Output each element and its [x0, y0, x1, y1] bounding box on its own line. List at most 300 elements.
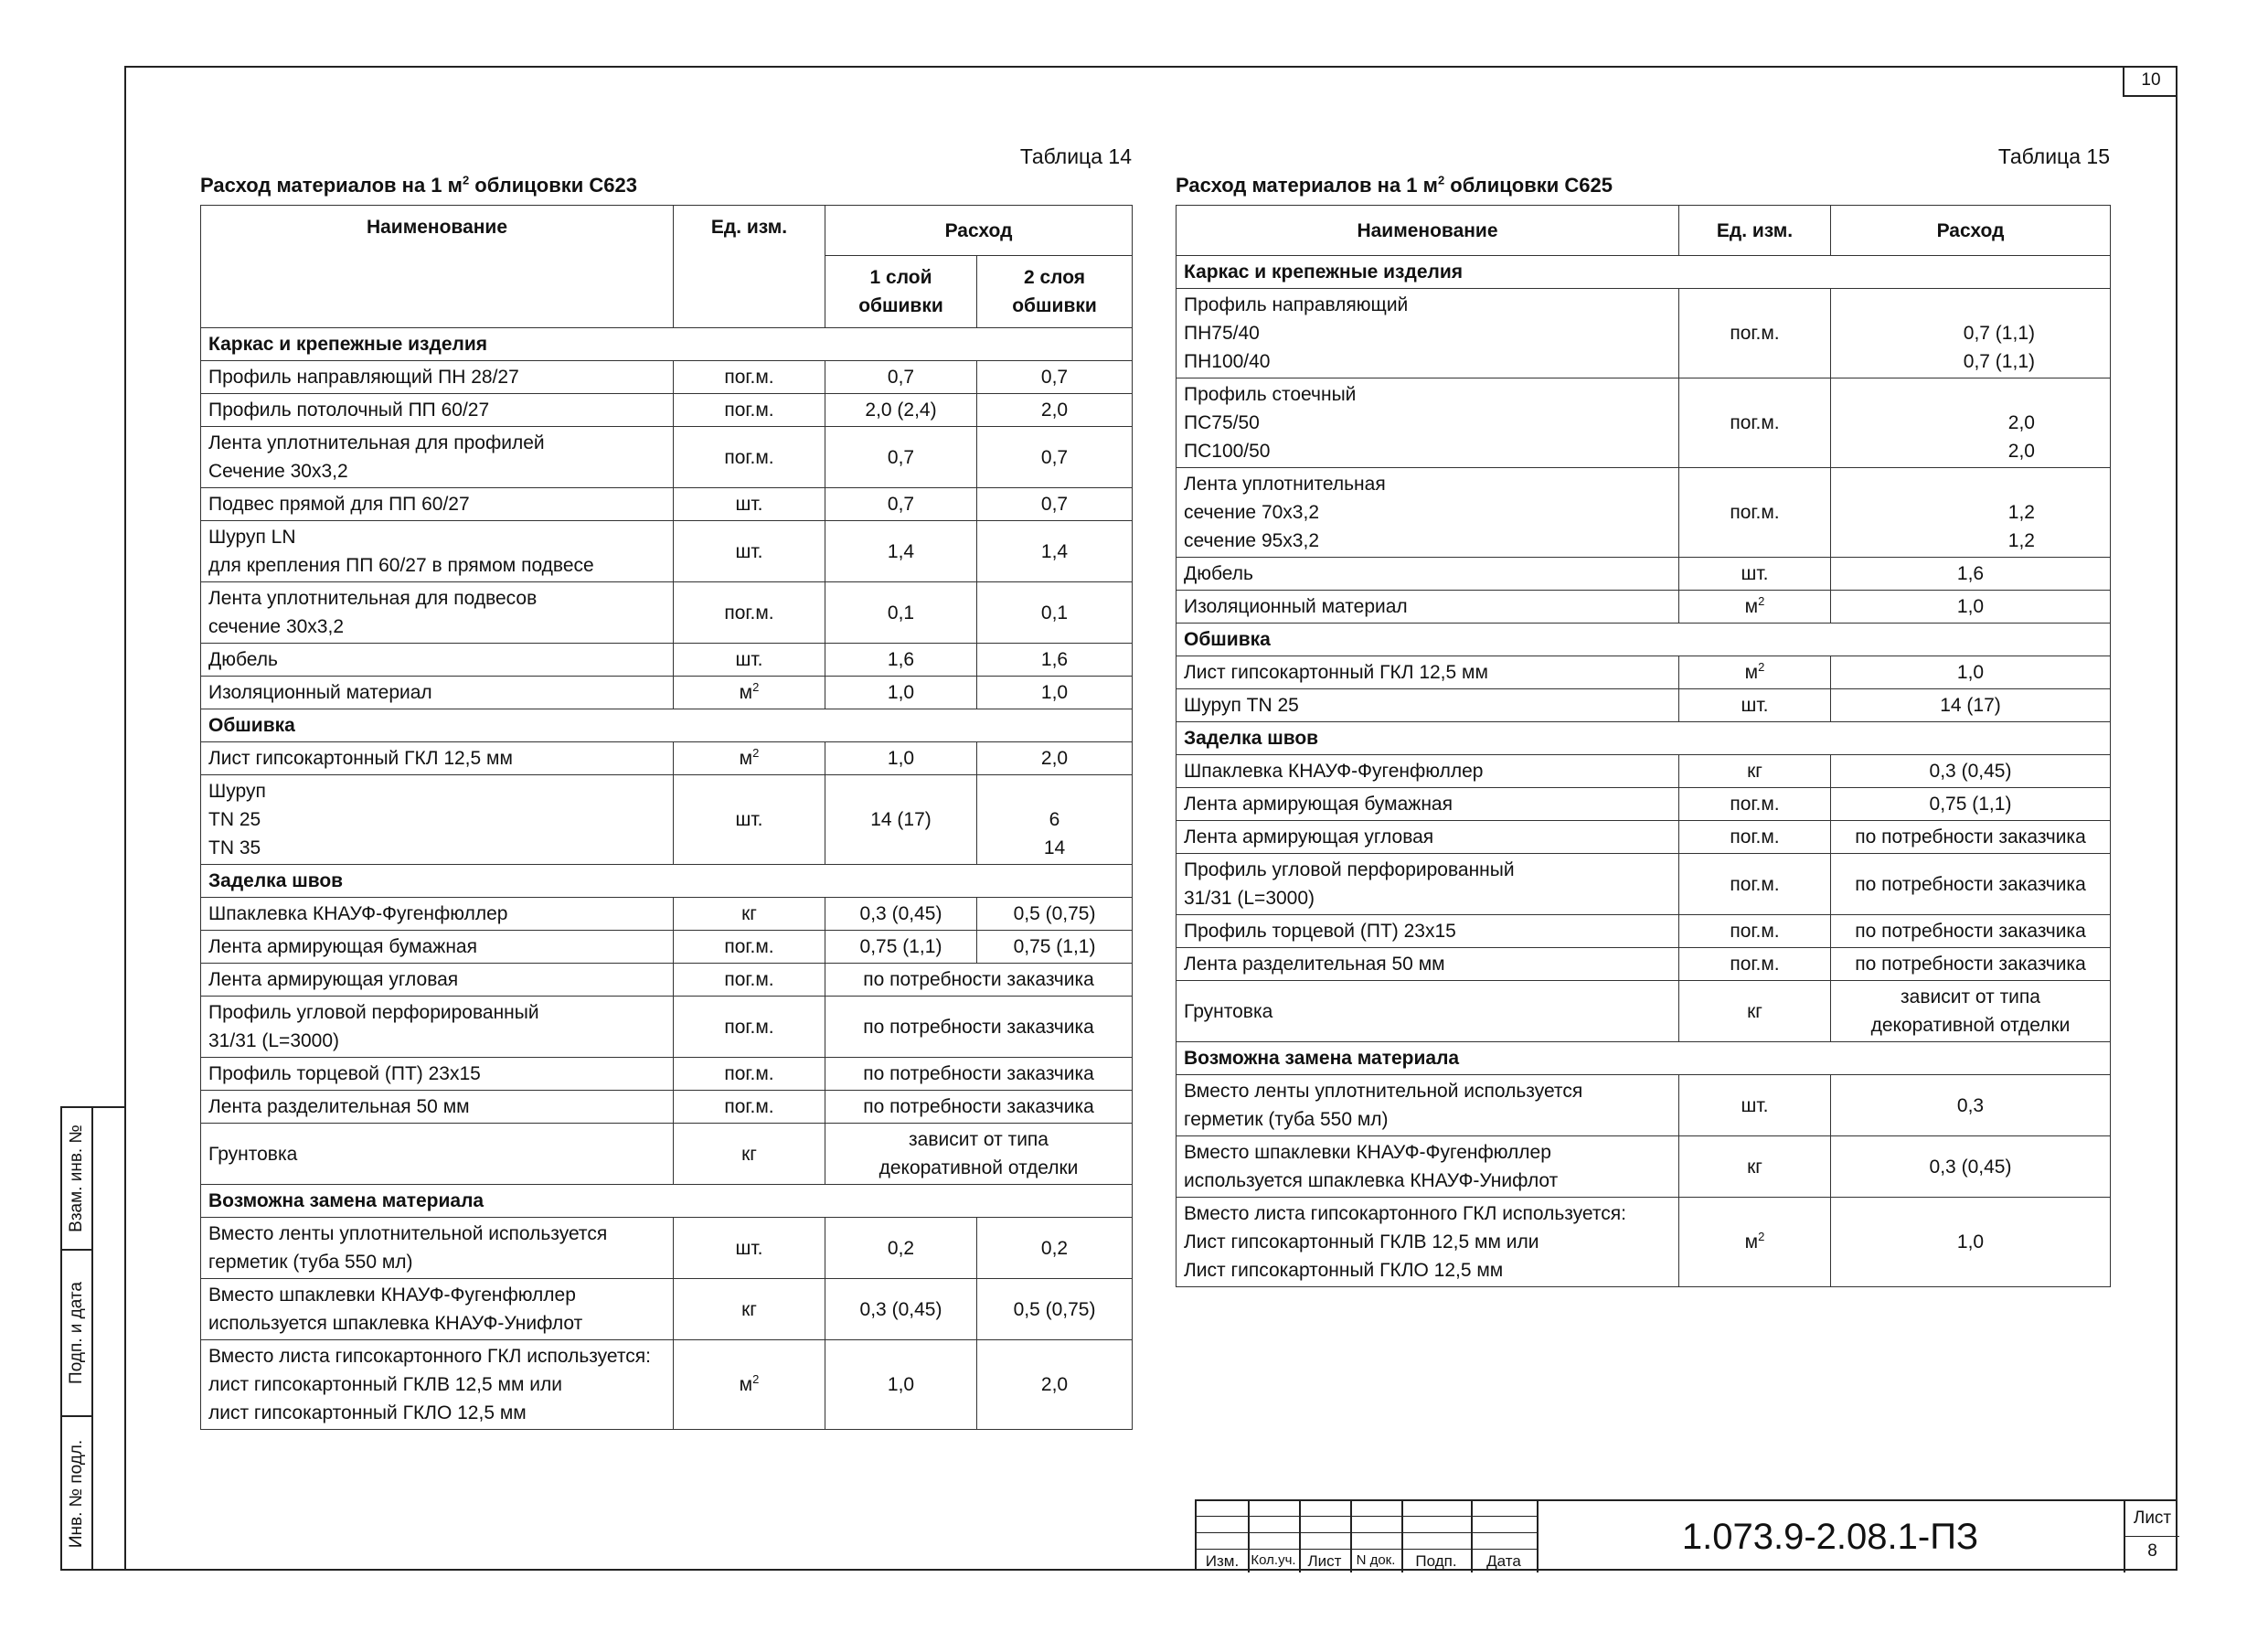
- material-name-line: Дюбель: [208, 649, 278, 670]
- consumption-value: [1831, 915, 2111, 948]
- consumption-layer1-line: 2,0 (2,4): [865, 400, 937, 421]
- consumption-layer1-line: 1,0: [887, 748, 915, 769]
- consumption-layer1-line: 0,75 (1,1): [859, 936, 942, 957]
- section-title: Обшивка: [201, 709, 1133, 742]
- column-header-layer2-line: 2 слоя: [1023, 267, 1086, 288]
- material-name-line: Профиль торцевой (ПТ) 23х15: [208, 1063, 481, 1084]
- unit-cell: пог.м.: [1679, 948, 1831, 981]
- side-stamp: [60, 1106, 124, 1571]
- consumption-layer1-line: 1,0: [887, 682, 915, 703]
- table-row: [201, 1058, 1133, 1091]
- table-row: [1177, 558, 2111, 591]
- column-header-layer2-line: обшивки: [1012, 295, 1097, 316]
- consumption-value-line: 0,7 (1,1): [1963, 323, 2035, 344]
- consumption-value-line: по потребности заказчика: [1855, 826, 2086, 847]
- unit-cell: $м^2$: [674, 1340, 825, 1430]
- unit-cell: кг: [1679, 981, 1831, 1042]
- consumption-layer2-line: 1,6: [1040, 649, 1069, 670]
- table14-number: Таблица 14: [1019, 144, 1132, 168]
- consumption-value-line: по потребности заказчика: [1855, 921, 2086, 942]
- section-row: [201, 1185, 1133, 1218]
- consumption-layer1: [825, 644, 977, 677]
- consumption-value: [825, 964, 1133, 997]
- material-name: [201, 427, 674, 488]
- title-block: [1195, 1499, 2177, 1571]
- consumption-layer1: [825, 361, 977, 394]
- consumption-layer1: [825, 582, 977, 644]
- consumption-layer1-line: 14 (17): [870, 809, 932, 830]
- consumption-layer1: [825, 898, 977, 931]
- material-name-line: Лист гипсокартонный ГКЛ 12,5 мм: [1184, 662, 1488, 683]
- material-name-line: ПС100/50: [1184, 441, 1271, 462]
- table-row: [201, 394, 1133, 427]
- material-name-line: используется шпаклевка КНАУФ-Унифлот: [208, 1313, 583, 1334]
- consumption-value: [825, 997, 1133, 1058]
- consumption-value: [1831, 468, 2111, 558]
- table-row: [1177, 689, 2111, 722]
- material-name-line: Лента армирующая угловая: [208, 969, 459, 990]
- section-row: [1177, 722, 2111, 755]
- material-name-line: 31/31 (L=3000): [208, 1030, 340, 1051]
- material-name: [201, 394, 674, 427]
- table-row: [1177, 755, 2111, 788]
- consumption-value-line: 2,0: [2007, 441, 2035, 462]
- section-title: Заделка швов: [1177, 722, 2111, 755]
- table-row: [201, 997, 1133, 1058]
- material-name-line: герметик (туба 550 мл): [208, 1252, 413, 1273]
- table-row: [1177, 854, 2111, 915]
- consumption-value-line: 0,7 (1,1): [1963, 351, 2035, 372]
- consumption-layer2-line: 0,5 (0,75): [1013, 903, 1096, 924]
- table-row: [201, 644, 1133, 677]
- material-name-line: Лента армирующая бумажная: [1184, 794, 1453, 815]
- table-row: [201, 427, 1133, 488]
- consumption-layer1: [825, 742, 977, 775]
- material-name: [1177, 591, 1679, 624]
- consumption-value-line: зависит от типа: [1901, 986, 2040, 1007]
- unit-cell: шт.: [1679, 558, 1831, 591]
- material-name-line: TN 35: [208, 837, 261, 858]
- material-name: [1177, 755, 1679, 788]
- table-row: [201, 742, 1133, 775]
- title-block-label: Дата: [1486, 1552, 1521, 1570]
- consumption-value: [1831, 591, 2111, 624]
- material-name: [201, 582, 674, 644]
- consumption-value: [1831, 1136, 2111, 1198]
- material-name: [1177, 981, 1679, 1042]
- material-name-line: ПН75/40: [1184, 323, 1260, 344]
- page-number: 10: [2123, 66, 2177, 97]
- consumption-value: [1831, 788, 2111, 821]
- table-row: [1177, 821, 2111, 854]
- unit-cell: $м^2$: [1679, 1198, 1831, 1287]
- unit-cell: пог.м.: [1679, 915, 1831, 948]
- material-name-line: Сечение 30х3,2: [208, 461, 348, 482]
- consumption-layer2: [977, 644, 1133, 677]
- consumption-layer2: [977, 488, 1133, 521]
- material-name: [201, 931, 674, 964]
- unit-cell: пог.м.: [1679, 821, 1831, 854]
- consumption-value: [1831, 289, 2111, 378]
- table14: [200, 205, 1133, 1430]
- unit-cell: $м^2$: [674, 677, 825, 709]
- consumption-value-line: 1,0: [1956, 1231, 1985, 1253]
- unit-cell: шт.: [674, 521, 825, 582]
- material-name: [1177, 821, 1679, 854]
- consumption-value-line: по потребности заказчика: [863, 1016, 1094, 1038]
- column-header-consumption: Расход: [825, 206, 1133, 256]
- side-stamp-cell: [62, 1417, 93, 1571]
- consumption-layer2: [977, 677, 1133, 709]
- table-row: [1177, 378, 2111, 468]
- consumption-layer1-line: 0,2: [887, 1237, 915, 1259]
- consumption-layer2-line: 2,0: [1040, 748, 1069, 769]
- unit-cell: $м^2$: [674, 742, 825, 775]
- consumption-layer2: [977, 361, 1133, 394]
- material-name-line: Грунтовка: [208, 1143, 298, 1165]
- section-title: Возможна замена материала: [201, 1185, 1133, 1218]
- material-name-line: Вместо листа гипсокартонного ГКЛ используется:: [1184, 1203, 1626, 1224]
- consumption-value-line: зависит от типа: [909, 1129, 1049, 1150]
- consumption-layer2: [977, 394, 1133, 427]
- title-block-label: Лист: [1307, 1552, 1342, 1570]
- consumption-value: [1831, 558, 2111, 591]
- consumption-layer2-line: 0,7: [1040, 494, 1069, 515]
- unit-cell: пог.м.: [1679, 788, 1831, 821]
- consumption-layer2: [977, 931, 1133, 964]
- table-row: [201, 1124, 1133, 1185]
- unit-cell: шт.: [674, 644, 825, 677]
- column-header-layer1: [825, 256, 977, 328]
- material-name-line: герметик (туба 550 мл): [1184, 1109, 1389, 1130]
- side-stamp-label: Подп. и дата: [67, 1282, 86, 1384]
- material-name-line: сечение 95х3,2: [1184, 530, 1319, 551]
- table-row: [201, 775, 1133, 865]
- material-name-line: Лист гипсокартонный ГКЛВ 12,5 мм или: [1184, 1231, 1539, 1253]
- material-name-line: Шпаклевка КНАУФ-Фугенфюллер: [208, 903, 508, 924]
- consumption-layer2: [977, 1340, 1133, 1430]
- consumption-value: [1831, 854, 2111, 915]
- consumption-value: [1831, 755, 2111, 788]
- material-name-line: ПС75/50: [1184, 412, 1260, 433]
- material-name-line: Лента армирующая угловая: [1184, 826, 1434, 847]
- section-title: Обшивка: [1177, 624, 2111, 656]
- section-title: Каркас и крепежные изделия: [201, 328, 1133, 361]
- consumption-value: [1831, 948, 2111, 981]
- consumption-value-line: 1,2: [2007, 502, 2035, 523]
- column-header-layer1-line: обшивки: [858, 295, 943, 316]
- material-name: [201, 1340, 674, 1430]
- side-stamp-cell: [62, 1251, 93, 1417]
- consumption-value-line: 0,3: [1956, 1094, 1985, 1116]
- material-name: [1177, 689, 1679, 722]
- material-name: [201, 1058, 674, 1091]
- section-row: [1177, 256, 2111, 289]
- unit-cell: пог.м.: [1679, 289, 1831, 378]
- material-name-line: Профиль угловой перфорированный: [1184, 859, 1515, 880]
- column-header-layer2: [977, 256, 1133, 328]
- material-name-line: Лента армирующая бумажная: [208, 936, 477, 957]
- consumption-value: [1831, 821, 2111, 854]
- sheet-label: Лист: [2133, 1508, 2172, 1528]
- unit-cell: пог.м.: [674, 394, 825, 427]
- material-name: [201, 644, 674, 677]
- material-name-line: сечение 70х3,2: [1184, 502, 1319, 523]
- material-name-line: ПН100/40: [1184, 351, 1271, 372]
- material-name-line: Вместо ленты уплотнительной используется: [208, 1223, 608, 1244]
- consumption-layer1-line: 0,7: [887, 494, 915, 515]
- unit-cell: пог.м.: [1679, 468, 1831, 558]
- consumption-layer1: [825, 775, 977, 865]
- material-name: [1177, 854, 1679, 915]
- consumption-layer2: [977, 1218, 1133, 1279]
- table-row: [1177, 788, 2111, 821]
- material-name-line: используется шпаклевка КНАУФ-Унифлот: [1184, 1170, 1559, 1191]
- material-name-line: для крепления ПП 60/27 в прямом подвесе: [208, 555, 594, 576]
- unit-cell: кг: [674, 1279, 825, 1340]
- unit-cell: $м^2$: [1679, 656, 1831, 689]
- consumption-layer1-line: 1,6: [887, 649, 915, 670]
- table-row: [201, 521, 1133, 582]
- unit-cell: шт.: [674, 488, 825, 521]
- consumption-layer1: [825, 677, 977, 709]
- material-name-line: Шпаклевка КНАУФ-Фугенфюллер: [1184, 761, 1484, 782]
- unit-cell: шт.: [1679, 1075, 1831, 1136]
- consumption-value: [1831, 656, 2111, 689]
- consumption-layer1: [825, 394, 977, 427]
- material-name-line: Профиль направляющий: [1184, 294, 1409, 315]
- consumption-value-line: декоративной отделки: [878, 1157, 1079, 1178]
- table15-title: Расход материалов на 1 $м^2$ облицовки С625: [1176, 173, 1613, 197]
- column-header-layer1-line: 1 слой: [869, 267, 932, 288]
- consumption-layer1: [825, 427, 977, 488]
- consumption-layer2-line: 14: [1043, 837, 1066, 858]
- table-row: [1177, 591, 2111, 624]
- consumption-layer1-line: 0,1: [887, 602, 915, 624]
- consumption-value: [825, 1091, 1133, 1124]
- material-name: [1177, 468, 1679, 558]
- consumption-layer2-line: 6: [1049, 809, 1060, 830]
- material-name-line: Профиль угловой перфорированный: [208, 1002, 539, 1023]
- section-title: Каркас и крепежные изделия: [1177, 256, 2111, 289]
- consumption-value: [1831, 378, 2111, 468]
- material-name-line: Изоляционный материал: [1184, 596, 1408, 617]
- material-name: [1177, 948, 1679, 981]
- material-name-line: лист гипсокартонный ГКЛВ 12,5 мм или: [208, 1374, 562, 1395]
- table-row: [1177, 1198, 2111, 1287]
- table-row: [1177, 981, 2111, 1042]
- material-name: [1177, 1136, 1679, 1198]
- unit-cell: $м^2$: [1679, 591, 1831, 624]
- material-name: [201, 964, 674, 997]
- material-name-line: Лента уплотнительная для подвесов: [208, 588, 538, 609]
- consumption-value-line: 0,3 (0,45): [1929, 1156, 2012, 1178]
- side-stamp-cell: [62, 1108, 93, 1251]
- material-name: [201, 775, 674, 865]
- consumption-value: [1831, 981, 2111, 1042]
- consumption-layer2: [977, 742, 1133, 775]
- material-name: [1177, 1075, 1679, 1136]
- table-row: [201, 361, 1133, 394]
- unit-cell: шт.: [674, 775, 825, 865]
- material-name-line: Подвес прямой для ПП 60/27: [208, 494, 470, 515]
- material-name-line: лист гипсокартонный ГКЛО 12,5 мм: [208, 1402, 527, 1423]
- consumption-value-line: 1,0: [1956, 596, 1985, 617]
- document-code: 1.073.9-2.08.1-ПЗ: [1681, 1516, 1979, 1557]
- consumption-value-line: 1,0: [1956, 662, 1985, 683]
- table-row: [201, 1091, 1133, 1124]
- table-row: [201, 898, 1133, 931]
- section-row: [201, 865, 1133, 898]
- material-name-line: Шуруп TN 25: [1184, 695, 1299, 716]
- material-name: [201, 898, 674, 931]
- material-name-line: Лента разделительная 50 мм: [1184, 954, 1445, 975]
- material-name-line: TN 25: [208, 809, 261, 830]
- material-name-line: Грунтовка: [1184, 1000, 1273, 1022]
- table14-title: Расход материалов на 1 $м^2$ облицовки С623: [200, 173, 637, 197]
- consumption-layer1: [825, 1340, 977, 1430]
- table-row: [1177, 948, 2111, 981]
- consumption-layer1-line: 1,0: [887, 1374, 915, 1395]
- unit-cell: пог.м.: [674, 582, 825, 644]
- table-row: [1177, 915, 2111, 948]
- consumption-value: [825, 1058, 1133, 1091]
- table-row: [201, 1218, 1133, 1279]
- consumption-layer2: [977, 521, 1133, 582]
- column-header-name: Наименование: [201, 206, 674, 328]
- sheet-number: 8: [2147, 1541, 2157, 1561]
- consumption-layer2-line: 0,75 (1,1): [1013, 936, 1096, 957]
- consumption-layer1-line: 0,7: [887, 367, 915, 388]
- consumption-layer2-line: 0,5 (0,75): [1013, 1298, 1096, 1320]
- consumption-value-line: по потребности заказчика: [1855, 954, 2086, 975]
- table-row: [1177, 1075, 2111, 1136]
- table-row: [201, 964, 1133, 997]
- consumption-layer2-line: 1,0: [1040, 682, 1069, 703]
- material-name-line: Профиль направляющий ПН 28/27: [208, 367, 519, 388]
- material-name: [201, 1279, 674, 1340]
- consumption-layer2-line: 2,0: [1040, 1374, 1069, 1395]
- header-row: [1177, 206, 2111, 256]
- material-name: [1177, 788, 1679, 821]
- material-name-line: Профиль торцевой (ПТ) 23х15: [1184, 921, 1456, 942]
- material-name: [1177, 289, 1679, 378]
- consumption-layer2-line: 0,1: [1040, 602, 1069, 624]
- unit-cell: пог.м.: [1679, 854, 1831, 915]
- consumption-value-line: 0,75 (1,1): [1929, 794, 2012, 815]
- material-name-line: Вместо ленты уплотнительной используется: [1184, 1081, 1583, 1102]
- material-name-line: 31/31 (L=3000): [1184, 888, 1315, 909]
- unit-cell: кг: [674, 1124, 825, 1185]
- material-name: [201, 521, 674, 582]
- unit-cell: пог.м.: [674, 964, 825, 997]
- table15: [1176, 205, 2111, 1287]
- table-row: [201, 488, 1133, 521]
- unit-cell: пог.м.: [1679, 378, 1831, 468]
- consumption-layer1-line: 1,4: [887, 540, 915, 562]
- consumption-value-line: декоративной отделки: [1870, 1015, 2071, 1036]
- consumption-value-line: 0,3 (0,45): [1929, 761, 2012, 782]
- material-name-line: сечение 30х3,2: [208, 616, 344, 637]
- material-name-line: Дюбель: [1184, 563, 1253, 584]
- table-row: [201, 677, 1133, 709]
- unit-cell: пог.м.: [674, 931, 825, 964]
- column-header-name: Наименование: [1177, 206, 1679, 256]
- material-name-line: Профиль потолочный ПП 60/27: [208, 400, 490, 421]
- unit-cell: пог.м.: [674, 1058, 825, 1091]
- consumption-value-line: по потребности заказчика: [863, 969, 1094, 990]
- header-row: [201, 206, 1133, 256]
- title-block-label: Изм.: [1205, 1552, 1240, 1570]
- section-row: [201, 709, 1133, 742]
- material-name-line: Лента уплотнительная: [1184, 474, 1386, 495]
- table-row: [201, 1340, 1133, 1430]
- table-row: [201, 582, 1133, 644]
- consumption-value-line: 1,2: [2007, 530, 2035, 551]
- material-name-line: Лента разделительная 50 мм: [208, 1096, 470, 1117]
- column-header-unit: Ед. изм.: [1679, 206, 1831, 256]
- table-row: [201, 1279, 1133, 1340]
- section-title: Заделка швов: [201, 865, 1133, 898]
- unit-cell: шт.: [674, 1218, 825, 1279]
- material-name-line: Лист гипсокартонный ГКЛ 12,5 мм: [208, 748, 513, 769]
- table-row: [1177, 656, 2111, 689]
- material-name-line: Лента уплотнительная для профилей: [208, 432, 545, 453]
- material-name: [201, 361, 674, 394]
- unit-cell: кг: [674, 898, 825, 931]
- consumption-layer1: [825, 1218, 977, 1279]
- consumption-layer1-line: 0,3 (0,45): [859, 903, 942, 924]
- material-name: [201, 1091, 674, 1124]
- consumption-value: [825, 1124, 1133, 1185]
- material-name: [201, 1124, 674, 1185]
- consumption-layer2-line: 0,2: [1040, 1237, 1069, 1259]
- column-header-consumption: Расход: [1831, 206, 2111, 256]
- unit-cell: шт.: [1679, 689, 1831, 722]
- material-name-line: Вместо шпаклевки КНАУФ-Фугенфюллер: [208, 1285, 576, 1306]
- material-name: [1177, 378, 1679, 468]
- consumption-layer2-line: 2,0: [1040, 400, 1069, 421]
- material-name: [201, 488, 674, 521]
- consumption-layer2-line: 0,7: [1040, 367, 1069, 388]
- consumption-layer1-line: 0,3 (0,45): [859, 1298, 942, 1320]
- unit-cell: пог.м.: [674, 361, 825, 394]
- consumption-value-line: 14 (17): [1940, 695, 2001, 716]
- consumption-value: [1831, 1198, 2111, 1287]
- material-name-line: Шуруп LN: [208, 527, 296, 548]
- material-name: [1177, 656, 1679, 689]
- consumption-layer2: [977, 1279, 1133, 1340]
- unit-cell: кг: [1679, 1136, 1831, 1198]
- table-row: [201, 931, 1133, 964]
- material-name: [201, 677, 674, 709]
- column-header-unit: Ед. изм.: [674, 206, 825, 328]
- material-name: [1177, 1198, 1679, 1287]
- table-row: [1177, 468, 2111, 558]
- section-row: [1177, 624, 2111, 656]
- consumption-layer2: [977, 775, 1133, 865]
- title-block-label: Подп.: [1415, 1552, 1457, 1570]
- consumption-layer2: [977, 427, 1133, 488]
- consumption-value: [1831, 1075, 2111, 1136]
- material-name-line: Изоляционный материал: [208, 682, 432, 703]
- unit-cell: пог.м.: [674, 427, 825, 488]
- unit-cell: пог.м.: [674, 997, 825, 1058]
- material-name: [201, 1218, 674, 1279]
- consumption-value-line: 2,0: [2007, 412, 2035, 433]
- consumption-layer2-line: 0,7: [1040, 446, 1069, 468]
- consumption-layer1-line: 0,7: [887, 446, 915, 468]
